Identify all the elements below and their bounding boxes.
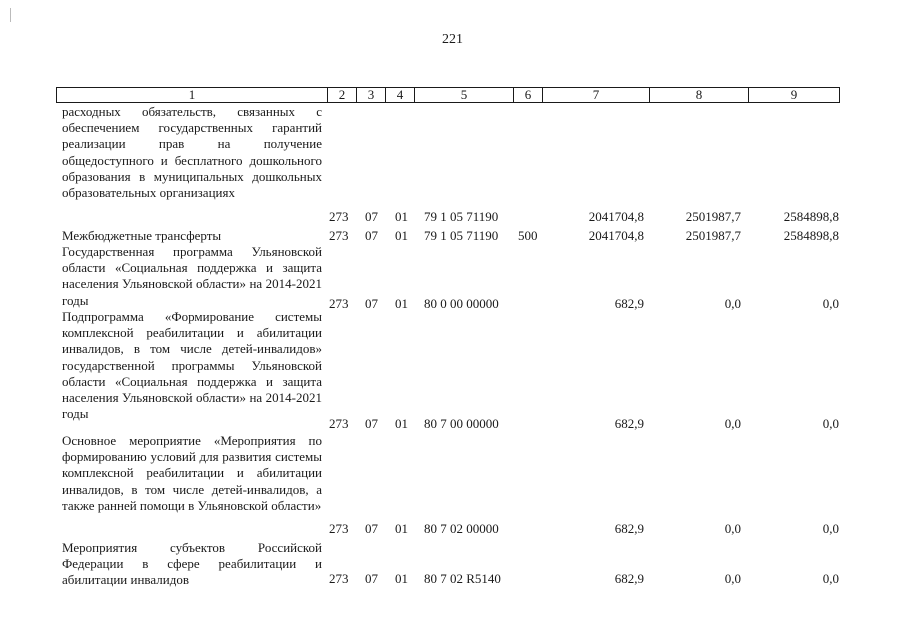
header-col-6: 6 [513, 87, 543, 103]
cell-subsection: 01 [395, 416, 408, 431]
scan-mark [10, 8, 11, 22]
cell-target-article: 79 1 05 71190 [424, 228, 499, 243]
cell-amount-year1: 2041704,8 [588, 228, 644, 243]
cell-ministry: 273 [329, 209, 349, 224]
header-col-4: 4 [385, 87, 415, 103]
header-col-3: 3 [356, 87, 386, 103]
cell-amount-year2: 0,0 [724, 521, 741, 536]
cell-section: 07 [365, 209, 378, 224]
cell-target-article: 79 1 05 71190 [424, 209, 499, 224]
row-description: Подпрограмма «Формирование системы комплексной реабилитации и абилитации инвалидов, в том числе детей-инвалидов» государственной программы Ульяновской области «Социальная поддержка и защита населения Ульяновской области» на 2014-2021 годы [62, 309, 322, 422]
cell-amount-year1: 682,9 [614, 521, 644, 536]
cell-amount-year1: 682,9 [614, 571, 644, 586]
row-description: Межбюджетные трансферты [62, 228, 222, 243]
cell-target-article: 80 7 02 R5140 [424, 571, 501, 586]
header-col-8: 8 [649, 87, 749, 103]
cell-amount-year1: 2041704,8 [588, 209, 644, 224]
row-description: Государственная программа Ульяновской области «Социальная поддержка и защита населения Ульяновской области» на 2014-2021 годы [62, 244, 322, 308]
row-description: Основное мероприятие «Мероприятия по формированию условий для развития системы комплексной реабилитации и абилитации инвалидов, в том числе детей-инвалидов, а также ранней помощи в Ульяновской области» [62, 433, 322, 513]
cell-subsection: 01 [395, 521, 408, 536]
cell-subsection: 01 [395, 296, 408, 311]
cell-amount-year3: 0,0 [822, 416, 839, 431]
cell-amount-year2: 0,0 [724, 296, 741, 311]
cell-amount-year2: 0,0 [724, 416, 741, 431]
cell-amount-year3: 0,0 [822, 521, 839, 536]
cell-ministry: 273 [329, 228, 349, 243]
cell-amount-year1: 682,9 [614, 416, 644, 431]
cell-amount-year3: 2584898,8 [783, 228, 839, 243]
cell-subsection: 01 [395, 571, 408, 586]
header-col-5: 5 [414, 87, 514, 103]
cell-amount-year2: 2501987,7 [685, 228, 741, 243]
cell-ministry: 273 [329, 416, 349, 431]
cell-amount-year3: 2584898,8 [783, 209, 839, 224]
row-description: Мероприятия субъектов Российской Федерации в сфере реабилитации и абилитации инвалидов [62, 540, 322, 588]
cell-section: 07 [365, 571, 378, 586]
cell-subsection: 01 [395, 209, 408, 224]
cell-ministry: 273 [329, 521, 349, 536]
row-description: расходных обязательств, связанных с обеспечением государственных гарантий реализации прав на получение общедоступного и бесплатного дошкольного образования в муниципальных дошкольных образовательных организациях [62, 104, 322, 201]
cell-section: 07 [365, 228, 378, 243]
header-col-2: 2 [327, 87, 357, 103]
page-number: 221 [442, 32, 463, 47]
cell-ministry: 273 [329, 296, 349, 311]
cell-amount-year3: 0,0 [822, 571, 839, 586]
cell-amount-year2: 2501987,7 [685, 209, 741, 224]
cell-section: 07 [365, 296, 378, 311]
cell-section: 07 [365, 416, 378, 431]
header-col-1: 1 [56, 87, 328, 103]
cell-expense-type: 500 [518, 228, 538, 243]
cell-target-article: 80 7 00 00000 [424, 416, 499, 431]
cell-amount-year3: 0,0 [822, 296, 839, 311]
cell-amount-year2: 0,0 [724, 571, 741, 586]
cell-subsection: 01 [395, 228, 408, 243]
cell-target-article: 80 0 00 00000 [424, 296, 499, 311]
cell-target-article: 80 7 02 00000 [424, 521, 499, 536]
cell-section: 07 [365, 521, 378, 536]
header-col-7: 7 [542, 87, 650, 103]
cell-ministry: 273 [329, 571, 349, 586]
cell-amount-year1: 682,9 [614, 296, 644, 311]
header-col-9: 9 [748, 87, 840, 103]
